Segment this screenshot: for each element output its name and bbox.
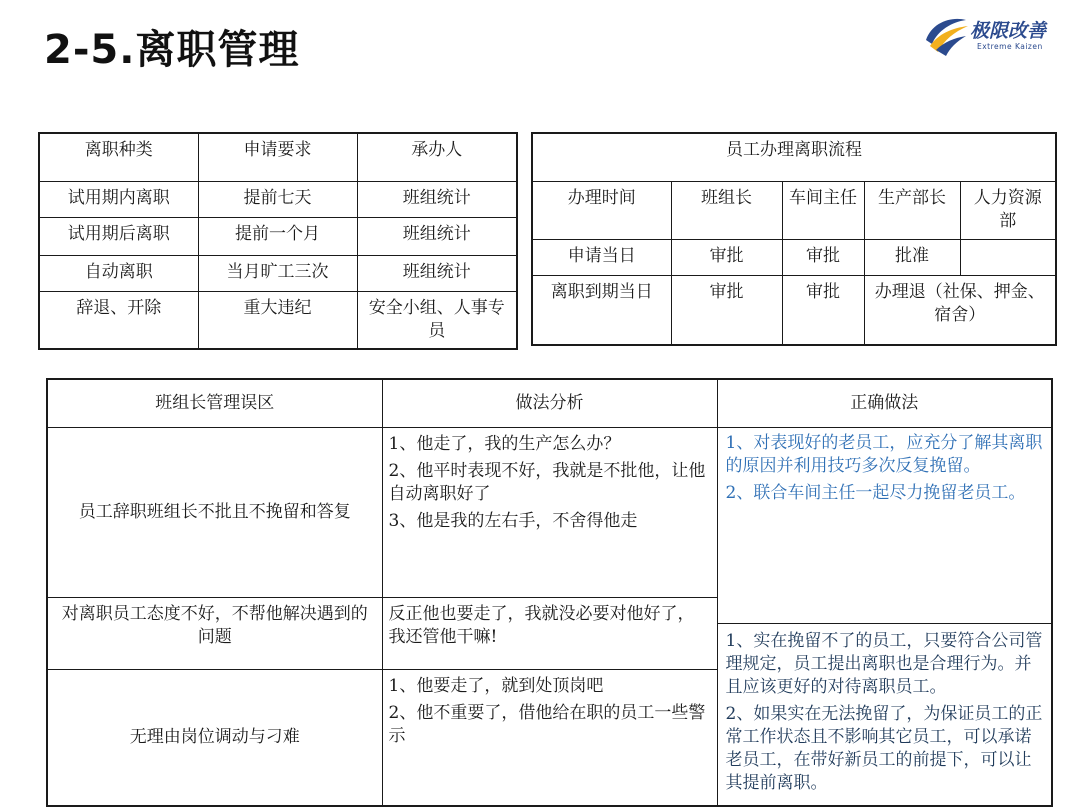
header-cell: 班组长 — [671, 181, 782, 239]
brand-logo — [922, 10, 1072, 60]
table-cell: 班组统计 — [357, 217, 517, 255]
correct-practice-cell — [717, 427, 1052, 806]
table-header-row — [532, 181, 1056, 239]
table-cell: 自动离职 — [39, 255, 198, 291]
mistake-cell: 对离职员工态度不好，不帮他解决遇到的问题 — [47, 598, 382, 669]
table-header-row — [39, 133, 517, 181]
correct-item: 2、如果实在无法挽留了，为保证员工的正常工作状态且不影响其它员工，可以承诺老员工，在带好新员工的前提下，可以让其提前离职。 — [725, 703, 1043, 793]
table-cell: 安全小组、人事专员 — [357, 291, 517, 349]
analysis-cell — [382, 427, 717, 598]
header-cell: 申请要求 — [198, 133, 357, 181]
table-title-row — [532, 133, 1056, 181]
table-cell: 办理退（社保、押金、宿舍） — [864, 275, 1056, 345]
table-cell: 辞退、开除 — [39, 291, 198, 349]
analysis-item: 反正他也要走了，我就没必要对他好了，我还管他干嘛! — [388, 604, 695, 648]
table-cell: 批准 — [864, 239, 960, 275]
table-cell: 审批 — [671, 275, 782, 345]
correct-item: 1、实在挽留不了的员工，只要符合公司管理规定，员工提出离职也是合理行为。并且应该更好的对待离职员工。 — [725, 630, 1043, 697]
table-header-row — [47, 379, 1052, 427]
table-cell: 申请当日 — [532, 239, 671, 275]
table-cell: 当月旷工三次 — [198, 255, 357, 291]
correct-practice-top — [718, 428, 1052, 624]
analysis-cell — [382, 669, 717, 806]
swoosh-logo-icon — [922, 10, 972, 60]
analysis-item: 3、他是我的左右手，不舍得他走 — [388, 510, 638, 531]
header-cell: 承办人 — [357, 133, 517, 181]
process-title: 员工办理离职流程 — [532, 133, 1056, 181]
correct-practice-bottom — [718, 624, 1052, 805]
logo-subtitle: Extreme Kaizen — [977, 42, 1043, 51]
table-cell: 试用期内离职 — [39, 181, 198, 217]
resignation-types-table — [38, 132, 518, 350]
table-row — [532, 275, 1056, 345]
table-row — [39, 217, 517, 255]
table-cell: 审批 — [671, 239, 782, 275]
table-cell: 提前七天 — [198, 181, 357, 217]
pitfalls-table — [46, 378, 1053, 807]
table-cell: 班组统计 — [357, 181, 517, 217]
analysis-item: 2、他平时表现不好，我就是不批他，让他自动离职好了 — [388, 460, 706, 504]
table-row — [39, 181, 517, 217]
table-cell: 班组统计 — [357, 255, 517, 291]
table-row — [532, 239, 1056, 275]
mistake-cell: 无理由岗位调动与刁难 — [47, 669, 382, 806]
table-cell: 审批 — [782, 275, 864, 345]
header-cell: 做法分析 — [382, 379, 717, 427]
header-cell: 正确做法 — [717, 379, 1052, 427]
correct-item: 2、联合车间主任一起尽力挽留老员工。 — [725, 482, 1026, 503]
header-cell: 人力资源部 — [960, 181, 1056, 239]
resignation-process-table — [531, 132, 1057, 346]
correct-item: 1、对表现好的老员工，应充分了解其离职的原因并利用技巧多次反复挽留。 — [725, 432, 1043, 476]
table-cell: 试用期后离职 — [39, 217, 198, 255]
page-title: 2-5.离职管理 — [44, 27, 300, 73]
analysis-cell — [382, 598, 717, 669]
header-cell: 办理时间 — [532, 181, 671, 239]
table-row — [47, 427, 1052, 598]
analysis-item: 1、他走了，我的生产怎么办？ — [388, 433, 621, 454]
header-cell: 离职种类 — [39, 133, 198, 181]
logo-name: 极限改善 — [970, 20, 1047, 42]
mistake-cell: 员工辞职班组长不批且不挽留和答复 — [47, 427, 382, 598]
analysis-item: 1、他要走了，就到处顶岗吧 — [388, 675, 604, 696]
table-cell: 离职到期当日 — [532, 275, 671, 345]
table-cell: 审批 — [782, 239, 864, 275]
table-cell — [960, 239, 1056, 275]
table-row — [39, 255, 517, 291]
header-cell: 生产部长 — [864, 181, 960, 239]
table-row — [39, 291, 517, 349]
analysis-item: 2、他不重要了，借他给在职的员工一些警示 — [388, 702, 706, 746]
table-cell: 重大违纪 — [198, 291, 357, 349]
header-cell: 班组长管理误区 — [47, 379, 382, 427]
table-cell: 提前一个月 — [198, 217, 357, 255]
header-cell: 车间主任 — [782, 181, 864, 239]
